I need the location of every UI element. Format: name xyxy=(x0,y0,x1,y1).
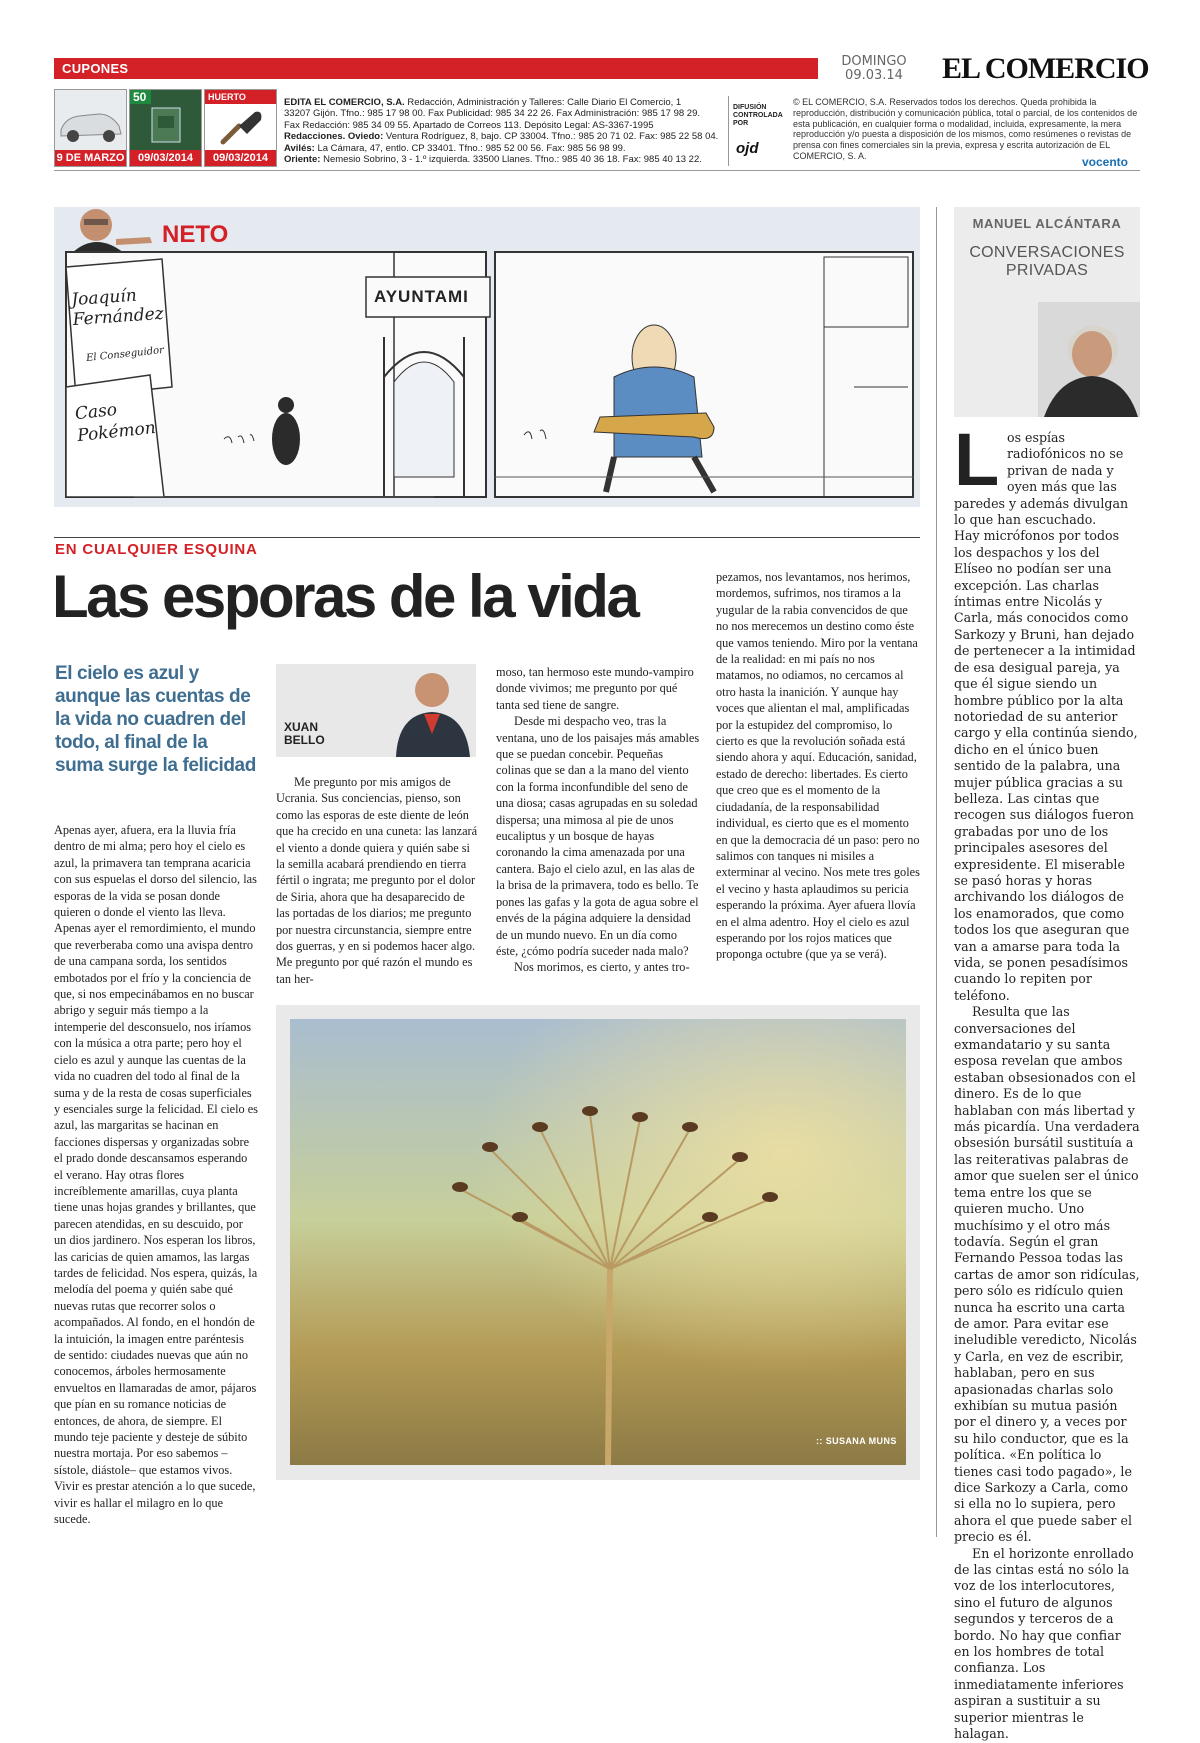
imprint-line-bold: EDITA EL COMERCIO, S.A. xyxy=(284,97,405,108)
imprint-line-text: Ventura Rodríguez, 8, bajo. CP 33004. Tfno.: 985 20 71 02. Fax: 985 22 58 04. xyxy=(383,131,719,143)
header-rule xyxy=(54,170,1140,171)
sidebar-header xyxy=(954,207,1140,417)
imprint-line-text: 33207 Gijón. Tfno.: 985 17 98 00. Fax Publicidad: 985 34 22 26. Fax Administración: 985 17 98 29. xyxy=(284,108,700,120)
coupon-caption: 9 DE MARZO xyxy=(56,152,125,164)
imprint-line-bold: Avilés: xyxy=(284,142,315,154)
masthead-date xyxy=(830,55,918,83)
cartoon-sign: AYUNTAMI xyxy=(374,287,469,306)
cartoon xyxy=(54,207,920,507)
coupon-caption: 09/03/2014 xyxy=(205,150,276,166)
coupon-caption: 09/03/2014 xyxy=(130,150,201,166)
sidebar-author: MANUEL ALCÁNTARA xyxy=(972,216,1122,231)
date-label: 09.03.14 xyxy=(845,68,903,83)
photo-frame xyxy=(276,1005,920,1480)
section-kicker: EN CUALQUIER ESQUINA xyxy=(55,541,258,558)
coupon-50[interactable] xyxy=(129,89,202,167)
author-photo xyxy=(388,664,476,757)
article-column-1 xyxy=(54,822,258,1527)
imprint-line-bold: Oriente: xyxy=(284,154,321,166)
sidebar-title: CONVERSACIONES PRIVADAS xyxy=(969,244,1125,279)
sidebar-author-photo xyxy=(1038,302,1140,417)
product-box-icon xyxy=(150,106,182,144)
trowel-icon xyxy=(217,108,265,148)
article-column-4 xyxy=(716,569,920,963)
paragraph: moso, tan hermoso este mundo-vampiro donde vivimos; me pregunto por qué tanta sed tiene de sangre. xyxy=(496,665,694,712)
paragraph: Nos morimos, es cierto, y antes tro- xyxy=(514,960,690,975)
article-column-3 xyxy=(496,664,700,976)
cartoon-text: Joaquín Fernández xyxy=(70,285,165,331)
section-label: CUPONES xyxy=(62,61,129,76)
paragraph: pezamos, nos levantamos, nos herimos, mordemos, sufrimos, nos tiramos a la yugular de la rabia convencidos de que no nos merecemos un destino como éste que vamos teniendo. Miro por la ventana de la realidad: en mi país no nos matamos, no odiamos, no cercamos al otro hasta la inanición. Y aunque hay voces que alientan el mal, amplificadas por la estupidez del compromiso, lo cierto es que la revolución soñada está siendo ahora y aquí. Educación, sanidad, estado de derecho: libertades. Es cierto que creo que es el momento de la ciudadanía, de la responsabilidad individual, es cierto que es el momento en que la democracia dé un paso: pero no salimos con tanques ni misiles a exterminar al vecino. Nos mete tres goles el vecino y hasta aplaudimos su pericia esperando la próxima. Ayer afuera llovía en el alma adentro. Hoy el cielo es azul esperando por los rojos matices que proponga octubre (que ya se verá). xyxy=(716,570,920,962)
paragraph: En el horizonte enrollado de las cintas está no sólo la voz de los interlocutores, sino el futuro de algunos segundos y terceros de a bordo. No hay que confiar en los hombres de total confianza. Los inmediatamente inferiores aspiran a sustituir a su superior mientras le halagan. xyxy=(954,1545,1134,1742)
author-first: XUAN xyxy=(284,720,319,734)
article-title: Las esporas de la vida xyxy=(52,563,638,630)
imprint-line-text: Redacción, Administración y Talleres: Calle Diario El Comercio, 1 xyxy=(404,97,682,108)
imprint-line-bold: Redacciones. Oviedo: xyxy=(284,131,384,143)
paragraph: Resulta que las conversaciones del exmandatario y su santa esposa revelan que ambos estaban obsesionados con el dinero. Es de lo que hablaban con más libertad y más picardía. Una verdadera obsesión bursátil sustituía a las reiterativas palabras de amor que suelen ser el único tema entre los que se quieren mucho. Uno muchísimo y el otro más todavía. Según el gran Fernando Pessoa todas las cartas de amor son ridículas, pero sólo es ridículo quien nunca ha escrito una carta de amor. Para evitar ese ineludible veredicto, Nicolás y Carla, en vez de escribir, hablaban, pero en sus apasionadas charlas solo exhibían su mutua pasión por el dinero y, a veces por su hilo conductor, que es la política. «En política lo tienes casi todo pagado», le dice Sarkozy a Carla, como si ella no lo supiera, pero ahora el que puede saber el precio es él. xyxy=(954,1004,1140,1545)
newspaper-logo[interactable]: EL COMERCIO xyxy=(942,52,1149,85)
section-bar xyxy=(54,58,818,79)
imprint-line xyxy=(284,108,724,119)
author-box xyxy=(276,664,476,757)
vocento-logo: vocento xyxy=(1082,155,1129,169)
cartoon-text: El Conseguidor xyxy=(85,344,165,365)
imprint-line xyxy=(284,97,724,108)
paragraph: Desde mi despacho veo, tras la ventana, uno de los paisajes más amables que se puedan concebir. Pequeñas colinas que se dan a la mano del viento con la forma inconfundible del seno de una diosa; casas agrupadas en su soledad dispersa; una mimosa al pie de unos eucaliptus y un bosque de hayas coronando la cima amenazada por una cantera. Bajo el cielo azul, en las alas de la brisa de la primavera, todo es bello. Te pones las gafas y la gota de agua sobre el envés de la página adquiere la densidad de un mundo nuevo. En un día como éste, ¿cómo podría suceder nada malo? xyxy=(496,714,700,958)
imprint-line-text: La Cámara, 47, entlo. CP 33401. Tfno.: 985 52 00 56. Fax: 985 56 98 99. xyxy=(314,142,626,154)
divider xyxy=(728,96,729,166)
dandelion-photo xyxy=(290,1019,906,1465)
car-icon xyxy=(55,90,126,150)
cartoon-author: NETO xyxy=(162,221,229,248)
coupon-car[interactable] xyxy=(54,89,127,167)
imprint-line-text: Fax Redacción: 985 34 09 55. Apartado de Correos 113. Depósito Legal: AS-3367-1995 xyxy=(284,119,654,131)
imprint-line xyxy=(284,131,724,142)
imprint-line xyxy=(284,154,724,165)
sidebar-column xyxy=(954,418,1140,1743)
imprint-line xyxy=(284,120,724,131)
coupon-title: HUERTO URBANO xyxy=(205,90,276,104)
imprint-line xyxy=(284,143,724,154)
day-label: DOMINGO xyxy=(841,54,907,69)
author-last: BELLO xyxy=(284,733,325,747)
paragraph: Apenas ayer, afuera, era la lluvia fría dentro de mi alma; pero hoy el cielo es azul, la primavera tan temprana acaricia con sus espuelas el dorso del silencio, las esporas de la vida se posan donde quieren o donde el viento las lleva. Apenas ayer el remordimiento, el mundo que reverberaba como una avispa dentro de una campana sorda, los sentidos embotados por el frío y la conciencia de que, si nos empecinábamos en no buscar abrigo y seguir más tiempo a la intemperie del desconsuelo, nos iríamos con la música a otra parte; pero hoy el cielo es azul y aunque las cuentas de la vida no cuadren del todo al final de la suma y de la resta de cosas superficiales y esenciales surge la felicidad. El cielo es azul, las margaritas se hacinan en facciones dispersas y organizadas sobre el prado donde descansamos esperando el verano. Hay otras flores increíblemente amarillas, cuya planta tiene unas hojas grandes y brillantes, que parecen atendidas, en su descuido, por un dios jardinero. Nos esperan los libros, las caricias de quien amamos, las largas tardes de felicidad. Nos espera, quizás, la melodía del poema y quién sabe qué nuevas rutas que recorrer solos o acompañados. Al fondo, en el hondón de la intuición, la imagen entre paréntesis de sentido: ciudades nuevas que aún no conocemos, árboles hermosamente envueltos en llamaradas de amor, pájaros que pían en su romance noticias de entonces, de ahora, de siempre. El mundo teje paciente y desteje de súbito nuestra mortaja. Por eso sabemos –sístole, diástole– que estamos vivos. Vivir es prestar atención a lo que sucede, vivir es hallar el milagro en lo que sucede. xyxy=(54,823,258,1527)
imprint-line-text: Nemesio Sobrino, 3 - 1.º izquierda. 33500 Llanes. Tfno.: 985 40 36 18. Fax: 985 40 13 22. xyxy=(320,154,702,166)
ojd-logo: ojd xyxy=(736,140,759,157)
paragraph: os espías radiofónicos no se privan de nada y oyen más que las paredes y además divulgan lo que han escuchado. xyxy=(954,430,1129,528)
difusion-label: DIFUSIÓN CONTROLADA POR xyxy=(733,104,783,127)
author-name xyxy=(284,721,325,747)
cartoon-drawing xyxy=(54,207,920,507)
article-subtitle: El cielo es azul y aunque las cuentas de la vida no cuadren del todo, al final de la suma surge la felicidad xyxy=(55,663,256,776)
photo-credit: :: SUSANA MUNS xyxy=(816,1436,897,1446)
cartoon-text: Caso Pokémon xyxy=(74,399,157,447)
imprint xyxy=(284,97,724,165)
drop-cap: L xyxy=(954,418,1000,501)
coupon-huerto[interactable] xyxy=(204,89,277,167)
copyright: © EL COMERCIO, S.A. Reservados todos los derechos. Queda prohibida la reproducción, distribución y comunicación pública, total o parcial, de los contenidos de esta publicación, en cualquier forma o modalidad, incluida, expresamente, la mera reproducción y/o puesta a disposición de los mismos, como resúmenes o revistas de prensa con fines comerciales sin la previa, expresa y escrita autorización de EL COMERCIO, S. A. xyxy=(793,97,1138,161)
sidebar-divider xyxy=(936,207,937,1537)
paragraph: Me pregunto por mis amigos de Ucrania. Sus conciencias, pienso, son como las esporas de este diente de león que ha crecido en una cuneta: las lanzará el viento a donde quiera y quién sabe si la semilla acabará prendiendo en tierra fértil o ingrata; me pregunto por el dolor de Siria, ahora que ha desaparecido de las portadas de los diarios; me pregunto por nuestra circunstancia, siempre entre dos guerras, y en si podemos hacer algo. Me pregunto por qué razón el mundo es tan her- xyxy=(276,775,478,986)
paragraph: Hay micrófonos por todos los despachos y los del Elíseo no podían ser una excepción. Las charlas íntimas entre Nicolás y Carla, más conocidos como Sarkozy y Bruni, han dejado de pertenecer a la intimidad de esa desigual pareja, ya que él sigue siendo un hombre público por la alta notoriedad de su anterior cargo y ella continúa siendo, dicho en el único buen sentido de la palabra, una mujer pública gracias a su belleza. Las cintas que recogen sus diálogos fueron grabadas por uno de los principales asesores del expresidente. El miserable se pasó horas y horas archivando los diálogos de los enamorados, que como todos los que aseguran que van a amarse para toda la vida, se ponen pesadísimos cuando lo repiten por teléfono. xyxy=(954,528,1138,1003)
article-column-2 xyxy=(276,774,478,987)
article-rule xyxy=(54,537,920,538)
coupon-number: 50 xyxy=(130,90,151,104)
